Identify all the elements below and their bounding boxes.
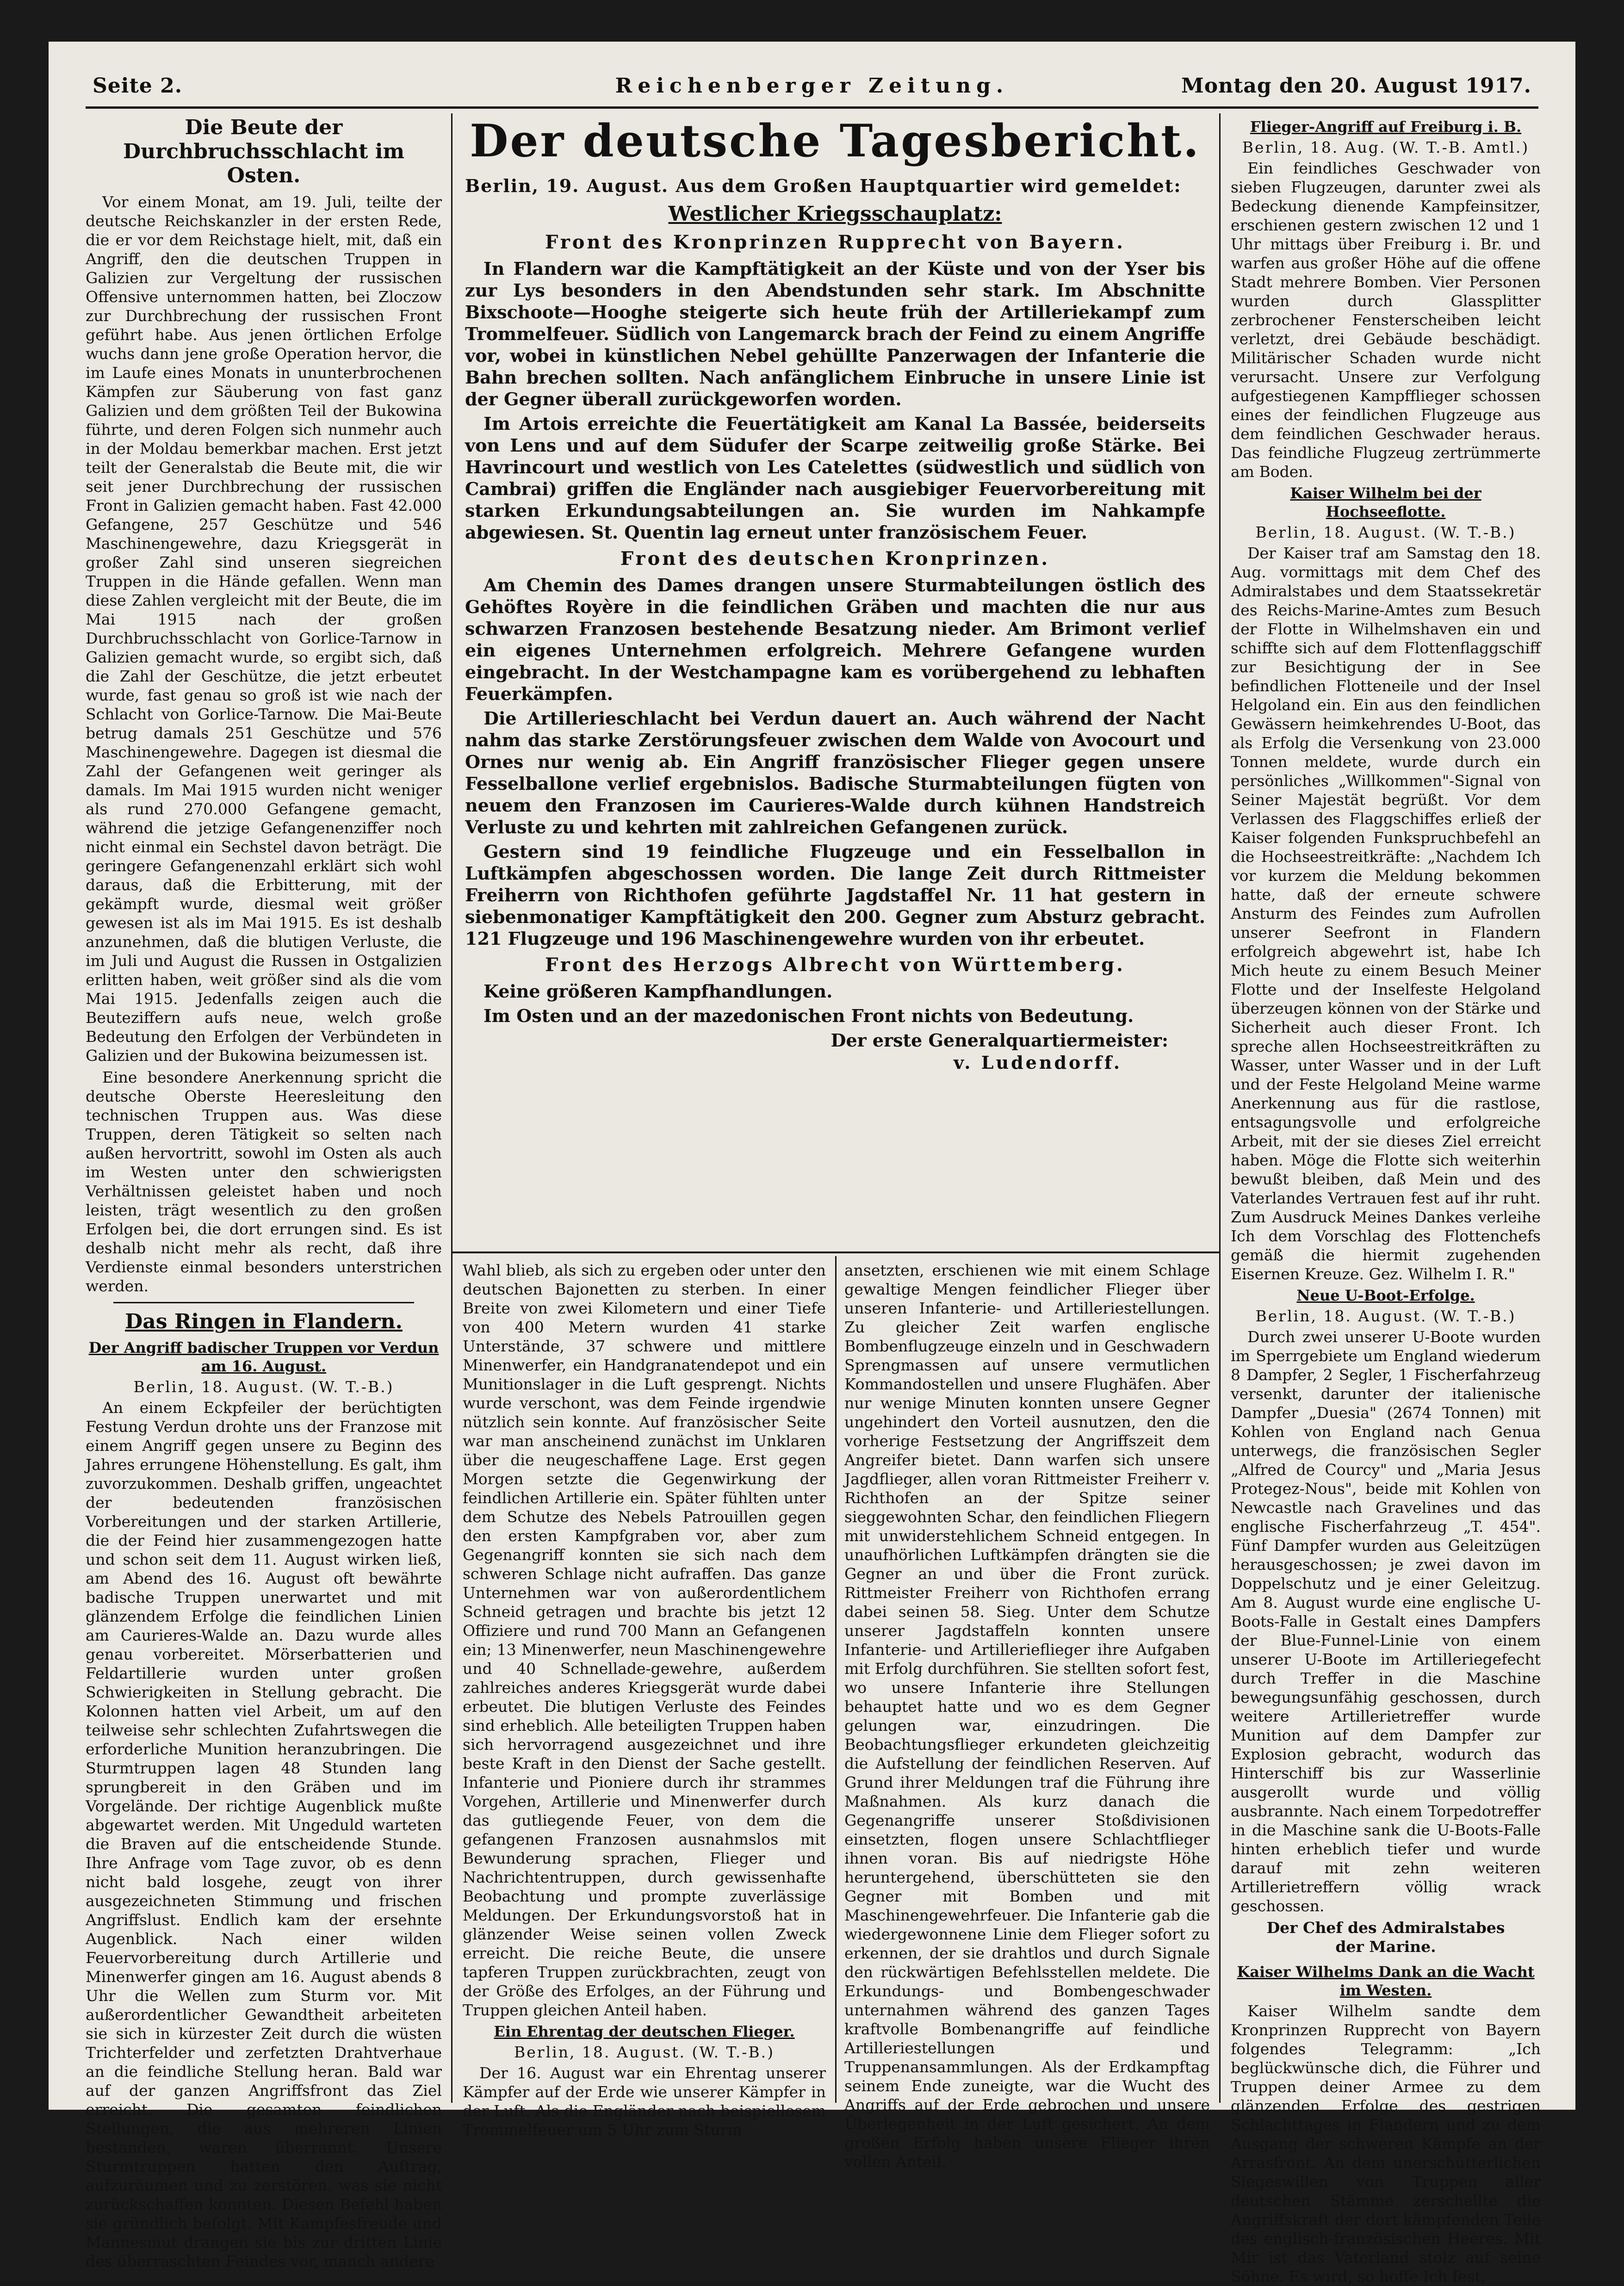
page-number: Seite 2. (93, 74, 183, 98)
dateline: Berlin, 18. August. (W. T.-B.) (1255, 523, 1516, 541)
article-subtitle: Flieger-Angriff auf Freiburg i. B. (1250, 118, 1522, 136)
front-heading: Front des Kronprinzen Rupprecht von Bayern. (545, 231, 1125, 253)
article-paragraph: Wahl blieb, als sich zu ergeben oder unter den deutschen Bajonetten zu sterben. In einer Breite von zwei Kilometern und einer Tiefe von 400 Metern wurden 41 starke Unterstände, 37 schwere und mittlere Minenwerfer, ein Handgranatendepot und ein Munitionslager in die Luft gesprengt. Nichts wurde verschont, was dem Feinde irgendwie nützlich sein konnte. Auf französischer Seite war man anscheinend zunächst im Unklaren über die neugeschaffene Lage. Erst gegen Morgen setzte die Gegenwirkung der feindlichen Artillerie ein. Später fühlten unter dem Schutze des Nebels Patrouillen gegen den ersten Kampfgraben vor, aber zum Gegenangriff konnten sie sich nach dem schweren Schlage nicht aufraffen. Das ganze Unternehmen war von außerordentlichem Schneid getragen und brachte bis jetzt 12 Offiziere und rund 700 Mann an Gefangenen ein; 13 Minenwerfer, neun Maschinengewehre und 40 Schnellade-gewehre, außerdem zahlreiches anderes Kriegsgerät wurde dabei erbeutet. Die blutigen Verluste des Feindes sind erheblich. Alle beteiligten Truppen haben sich hervorragend ausgezeichnet und ihre beste Kraft in den Dienst der Sache gestellt. Infanterie und Pioniere durch ihr strammes Vorgehen, Artillerie und Minenwerfer durch das gutliegende Feuer, von dem die gefangenen Franzosen ausnahmslos mit Bewunderung sprachen, Flieger und Nachrichtentruppen, durch gewissenhafte Beobachtung und prompte zuverlässige Meldungen. Der Erkundungsvorstoß hat in glänzender Weise seinen vollen Zweck erreicht. Die reiche Beute, die unsere tapferen Truppen zurückbrachten, zeugt von der Größe des Erfolges, an der Führung und Truppen gleichen Anteil haben. (463, 1261, 826, 2019)
newspaper-page (49, 42, 1575, 2286)
main-headline: Der deutsche Tagesbericht. (470, 115, 1201, 167)
issue-date: Montag den 20. August 1917. (1181, 74, 1531, 98)
article-paragraph: Vor einem Monat, am 19. Juli, teilte der deutsche Reichskanzler in der ersten Rede, die er vor dem Reichstage hielt, mit, daß ein Angriff, den die deutschen Truppen in Galizien zur Vergeltung der russischen Offensive unternommen hatten, bei Zloczow zur Durchbrechung der russischen Front geführt habe. Aus jenen örtlichen Erfolge wuchs dann jene große Operation hervor, die im Laufe eines Monats in ununterbrochenen Kämpfen zur Säuberung von fast ganz Galizien und dem größten Teil der Bukowina führte, und deren Folgen sich nunmehr auch in der Moldau bemerkbar machen. Erst jetzt teilt der Generalstab die Beute mit, die wir seit jener Durchbrechung der russischen Front in Galizien gemacht haben. Fast 42.000 Gefangene, 257 Geschütze und 546 Maschinengewehre, dazu Kriegsgerät in großer Zahl sind unseren siegreichen Truppen in die Hände gefallen. Wenn man diese Zahlen vergleicht mit der Beute, die im Mai 1915 nach der großen Durchbruchsschlacht von Gorlice-Tarnow in Galizien gemacht wurde, so ergibt sich, daß die Zahl der Geschütze, die jetzt erbeutet wurde, fast genau so groß ist wie nach der Schlacht von Gorlice-Tarnow. Die Mai-Beute betrug damals 251 Geschütze und 576 Maschinengewehre. Dagegen ist diesmal die Zahl der Gefangenen weit geringer als damals. Im Mai 1915 wurden nicht weniger als rund 270.000 Gefangene gemacht, während die jetzige Gefangenenziffer noch nicht einmal ein Sechstel davon beträgt. Die geringere Gefangenenzahl erklärt sich wohl daraus, daß die Erbitterung, mit der gekämpft wurde, diesmal weit größer gewesen ist als im Mai 1915. Es ist deshalb anzunehmen, daß die blutigen Verluste, die im Juli und August die Russen in Ostgalizien erlitten haben, weit größer sind als die vom Mai 1915. Jedenfalls zeigen auch die Beuteziffern aufs neue, welch große Bedeutung den Erfolgen der Verbündeten in Galizien und der Bukowina beizumessen ist. (86, 193, 442, 1065)
section-heading: Westlicher Kriegsschauplatz: (668, 202, 1002, 226)
report-paragraph: Keine größeren Kampfhandlungen. (483, 981, 833, 1002)
dateline: Berlin, 18. August. (W. T.-B.) (133, 1378, 394, 1396)
article-subtitle: Neue U-Boot-Erfolge. (1296, 1287, 1475, 1304)
tagesbericht-bottom-rule (451, 1251, 1221, 1253)
right-column (1231, 116, 1541, 2286)
article-paragraph: Eine besondere Anerkennung spricht die deutsche Oberste Heeresleitung den technischen Truppen aus. Was diese Truppen, deren Tätigkeit so selten nach außen hervortritt, sowohl im Osten als auch im Westen unter den schwierigsten Verhältnissen geleistet haben und noch leisten, trägt wesentlich zu den großen Erfolgen bei, die dort errungen sind. Es ist deshalb nicht mehr als recht, daß ihre Verdienste einmal besonders unterstrichen werden. (86, 1068, 442, 1295)
article-title: Die Beute der Durchbruchsschlacht im Osten. (123, 116, 405, 187)
report-paragraph: Die Artillerieschlacht bei Verdun dauert an. Auch während der Nacht nahm das starke Zerstörungsfeuer zwischen dem Walde von Avocourt und Ornes nur wenig ab. Ein Angriff französischer Flieger gegen unsere Fesselballone verlief ergebnislos. Badische Sturmabteilungen fügten von neuem den Franzosen im Caurieres-Walde durch kühnen Handstreich Verluste zu und kehrten mit zahlreichen Gefangenen zurück. (465, 708, 1205, 837)
left-column (86, 116, 442, 2270)
report-paragraph: Gestern sind 19 feindliche Flugzeuge und ein Fesselballon in Luftkämpfen abgeschossen worden. Die lange Zeit durch Rittmeister Freiherrn von Richthofen geführte Jagdstaffel Nr. 11 hat gestern in siebenmonatiger Kampftätigkeit den 200. Gegner zum Absturz gebracht. 121 Flugzeuge und 196 Maschinengewehre wurden von ihr erbeutet. (465, 841, 1205, 949)
dateline: Berlin, 18. Aug. (W. T.-B. Amtl.) (1242, 138, 1530, 156)
article-paragraph: Ein feindliches Geschwader von sieben Flugzeugen, darunter zwei als Bedeckung dienende Kampfeinsitzer, erschienen gestern zwischen 12 und 1 Uhr mittags über Freiburg i. Br. und warfen aus großer Höhe auf die offene Stadt mehrere Bomben. Vier Personen wurden durch Glassplitter zerbrochener Fensterscheiben leicht verletzt, drei Gebäude beschädigt. Militärischer Schaden wurde nicht verursacht. Unsere zur Verfolgung aufgestiegenen Kampfflieger schossen eines der feindlichen Flugzeuge aus dem feindlichen Geschwader heraus. Das feindliche Flugzeug zertrümmerte am Boden. (1231, 159, 1541, 481)
article-paragraph: Durch zwei unserer U-Boote wurden im Sperrgebiete um England wiederum 8 Dampfer, 2 Segler, 1 Fischerfahrzeug versenkt, darunter der italienische Dampfer „Duesia" (2674 Tonnen) mit Kohlen von England nach Genua unterwegs, die französischen Segler „Alfred de Courcy" und „Maria Jesus Protegez-Nous", beide mit Kohlen von Newcastle nach Gravelines und das englische Fischerfahrzeug „T. 454". Fünf Dampfer wurden aus Geleitzügen herausgeschossen; je zwei davon im Doppelschutz und je einer Geleitzug. Am 8. August wurde eine englische U-Boots-Falle in Gestalt eines Dampfers der Blue-Funnel-Linie von einem unserer U-Boote im Artilleriegefecht durch Treffer in die Maschine bewegungsunfähig geschossen, durch weitere Artillerietreffer wurde Munition auf dem Dampfer zur Explosion gebracht, wodurch das Hinterschiff bis zur Wasserlinie ausgerollt wurde und völlig ausbrannte. Nach einem Torpedotreffer in die Maschine sank die U-Boots-Falle hinten erheblich tiefer und wurde darauf mit zehn weiteren Artillerietreffern völlig wrack geschossen. (1231, 1328, 1541, 1915)
article-subtitle: Ein Ehrentag der deutschen Flieger. (494, 2023, 795, 2040)
header-rule (86, 106, 1538, 109)
column-rule-2 (1219, 113, 1221, 2103)
article-title: Das Ringen in Flandern. (125, 1310, 403, 1333)
tagesbericht-block (465, 116, 1205, 1245)
lead-line: Berlin, 19. August. Aus dem Großen Hauptquartier wird gemeldet: (465, 175, 1182, 196)
article-paragraph: An einem Eckpfeiler der berüchtigten Festung Verdun drohte uns der Franzose mit einem Angriff gegen unsere zu Beginn des Jahres errungene Höhenstellung. Es galt, ihm zuvorzukommen. Deshalb griffen, ungeachtet der bedeutenden französischen Vorbereitungen und der starken Artillerie, die der Feind hier zusammengezogen hatte und schon seit dem 11. August wirken ließ, am Abend des 16. August oft bewährte badische Truppen unerwartet und mit glänzendem Erfolge die feindlichen Linien am Caurieres-Walde an. Dazu wurde alles genau vorbereitet. Mörserbatterien und Feldartillerie wurden unter großen Schwierigkeiten in Stellung gebracht. Die Kolonnen hatten viel Arbeit, um auf den teilweise sehr schlechten Zufahrtswegen die erforderliche Munition heranzubringen. Die Sturmtruppen lagen 48 Stunden lang sprungbereit in den Gräben und im Vorgelände. Der richtige Augenblick mußte abgewartet werden. Mit Ungeduld warteten die Braven auf die entscheidende Stunde. Ihre Anfrage vom Tage zuvor, ob es denn nicht bald losgehe, zeugt von ihrer ausgezeichneten Stimmung und frischen Angriffslust. Endlich kam der ersehnte Augenblick. Nach einer wilden Feuervorbereitung durch Artillerie und Minenwerfer gingen am 16. August abends 8 Uhr die Wellen zum Sturm vor. Mit außerordentlicher Gewandtheit arbeiteten sie sich in kürzester Zeit durch die wüsten Trichterfelder und zerfetzten Drahtverhaue an die feindliche Stellung heran. Bald war auf der ganzen Angriffsfront das Ziel erreicht. Die gesamten feindlichen Stellungen, die aus mehreren Linien bestanden, waren überrannt. Unsere Sturmtruppen hatten den Auftrag, aufzuräumen und zu zerstören, was sie nicht zurückschaffen konnten. Diesen Befehl haben sie gründlich befolgt. Mit Kampfesfreude und Mannesmut drangen sie bis zur dritten Linie des überraschten Feindes vor, manch andere (86, 1399, 442, 2270)
signature-name: v. Ludendorff. (954, 1052, 1122, 1073)
report-paragraph: Im Artois erreichte die Feuertätigkeit am Kanal La Bassée, beiderseits von Lens und auf dem Südufer der Scarpe zeitweilig große Stärke. Bei Havrincourt und westlich von Les Catelettes (südwestlich und südlich von Cambrai) griffen die Engländer nach ausgiebiger Feuervorbereitung mit starken Erkundungsabteilungen an. Sie wurden im Nahkampfe abgewiesen. St. Quentin lag erneut unter französischem Feuer. (465, 413, 1205, 543)
newspaper-name: Reichenberger Zeitung. (615, 74, 1009, 98)
column-rule-3 (835, 1256, 837, 2103)
article-paragraph: Kaiser Wilhelm sandte dem Kronprinzen Rupprecht von Bayern folgendes Telegramm: „Ich beglückwünsche dich, die Führer und Truppen deiner Armee zu dem glänzenden Erfolge des gestrigen Schlachttages in Flandern und zu dem Ausgang der schweren Kämpfe an der Arrasfront. An dem unerschütterlichen Siegeswillen von Truppen aller deutschen Stämme zerschellte die Angriffskraft der dort kämpfenden Teile des englisch-französischen Heeres. Mit Mir ist das Vaterland stolz auf seine Söhne. Es wird, so hoffe Ich fest, (1231, 2002, 1541, 2286)
report-paragraph: Im Osten und an der mazedonischen Front nichts von Bedeutung. (483, 1005, 1134, 1026)
signature-title: der Marine. (1335, 1938, 1436, 1956)
article-paragraph: Der 16. August war ein Ehrentag unserer Kämpfer auf der Erde wie unserer Kämpfer in der Luft. Als die Engländer nach beispiellosem Trommelfeuer um 5 Uhr zum Sturm (463, 2064, 826, 2139)
report-paragraph: In Flandern war die Kampftätigkeit an der Küste und von der Yser bis zur Lys besonders in den Abendstunden sehr stark. Im Abschnitte Bixschoote—Hooghe steigerte sich heute früh der Artilleriekampf zum Trommelfeuer. Südlich von Langemarck brach der Feind zu einem Angriffe vor, wobei in künstlichen Nebel gehüllte Panzerwagen der Infanterie die Bahn brechen sollten. Nach anfänglichem Einbruche in unsere Linie ist der Gegner überall zurückgeworfen worden. (465, 258, 1205, 409)
article-paragraph: Der Kaiser traf am Samstag den 18. Aug. vormittags mit dem Chef des Admiralstabes und dem Staatssekretär des Reichs-Marine-Amtes zum Besuch der Flotte in Wilhelmshaven ein und schiffte sich auf dem Flottenflaggschiff zur Besichtigung der in See befindlichen Flotteneile und der Insel Helgoland ein. Ein aus den feindlichen Gewässern heimkehrendes U-Boot, das als Erfolg die Versenkung von 23.000 Tonnen meldete, wurde durch ein persönliches „Willkommen"-Signal von Seiner Majestät begrüßt. Vor dem Verlassen des Flaggschiffes erließ der Kaiser folgenden Funkspruchbefehl an die Hochseestreitkräfte: „Nachdem Ich vor kurzem die Meldung bekommen hatte, daß der erneute schwere Ansturm des Feindes zum Aufrollen unserer Seefront in Flandern erfolgreich abgewehrt ist, habe Ich Mich heute zu einem Besuch Meiner Flotte und der Inselfeste Helgoland überzeugen können von der Stärke und Sicherheit auch dieser Front. Ich spreche allen Hochseestreitkräften zu Wasser, unter Wasser und in der Luft und der Feste Helgoland Meine warme Anerkennung aus für die rastlose, entsagungsvolle und erfolgreiche Arbeit, mit der sie dieses Ziel erreicht haben. Möge die Flotte sich weiterhin bewußt bleiben, daß Mein und des Vaterlandes Vertrauen fest auf ihr ruht. Zum Ausdruck Meines Dankes verleihe Ich dem Vorschlag des Flottenchefs gemäß die hiermit zugehenden Eisernen Kreuze. Gez. Wilhelm I. R." (1231, 544, 1541, 1283)
report-paragraph: Am Chemin des Dames drangen unsere Sturmabteilungen östlich des Gehöftes Royère in die feindlichen Gräben und machten die nur aus schwarzen Franzosen bestehende Besatzung nieder. Am Brimont verlief ein eigenes Unternehmen erfolgreich. Mehrere Gefangene wurden eingebracht. In der Westchampagne kam es vorübergehend zu lebhaften Feuerkämpfen. (465, 575, 1205, 704)
front-heading: Front des deutschen Kronprinzen. (620, 548, 1050, 570)
middle-lower-column-b (844, 1261, 1210, 2171)
page-header (93, 74, 1531, 102)
middle-lower-column-a (463, 1261, 826, 2139)
article-subtitle: Der Angriff badischer Truppen vor Verdun am 16. August. (88, 1339, 439, 1375)
signature-title: Der Chef des Admiralstabes (1266, 1919, 1505, 1937)
dateline: Berlin, 18. August. (W. T.-B.) (1255, 1307, 1516, 1325)
article-divider (113, 1299, 414, 1303)
front-heading: Front des Herzogs Albrecht von Württemberg. (545, 954, 1125, 976)
column-rule-1 (451, 113, 452, 2103)
article-subtitle: Kaiser Wilhelms Dank an die Wacht im Westen. (1237, 1963, 1535, 1999)
dateline: Berlin, 18. August. (W. T.-B.) (514, 2043, 775, 2061)
article-subtitle: Kaiser Wilhelm bei der Hochseeflotte. (1290, 484, 1481, 520)
article-paragraph: ansetzten, erschienen wie mit einem Schlage gewaltige Mengen feindlicher Flieger über unseren Infanterie- und Artilleriestellungen. Zu gleicher Zeit warfen englische Bombenflugzeuge einzeln und in Geschwadern Sprengmassen auf unsere vermutlichen Kommandostellen und unsere Flughäfen. Aber nur wenige Minuten konnten unsere Gegner ungehindert den Vorteil ausnutzen, den die vorherige Festsetzung der Angriffszeit dem Angreifer bietet. Dann warfen sich unsere Jagdflieger, allen voran Rittmeister Freiherr v. Richthofen an der Spitze seiner sieggewohnten Schar, den feindlichen Fliegern mit unwiderstehlichem Schneid entgegen. In unaufhörlichen Luftkämpfen drängten sie die Gegner an und über die Front zurück. Rittmeister Freiherr von Richthofen errang dabei seinen 58. Sieg. Unter dem Schutze unserer Jagdstaffeln konnten unsere Infanterie- und Artillerieflieger ihre Aufgaben mit Erfolg durchführen. Sie stellten sofort fest, wo unsere Infanterie ihre Stellungen behauptet hatte und wo es dem Gegner gelungen war, einzudringen. Die Beobachtungsflieger erkundeten gleichzeitig die Aufstellung der feindlichen Reserven. Auf Grund ihrer Meldungen traf die Führung ihre Maßnahmen. Als kurz danach die Gegenangriffe unserer Stoßdivisionen einsetzten, flogen unsere Schlachtflieger ihnen voran. Bis auf niedrigste Höhe heruntergehend, überschütteten sie den Gegner mit Bomben und mit Maschinengewehrfeuer. Die Infanterie gab die wiedergewonnene Linie dem Flieger sofort zu erkennen, der sie drahtlos und durch Signale den rückwärtigen Befehlsstellen meldete. Die Erkundungs- und Bombengeschwader unternahmen während des ganzen Tages kraftvolle Bombenangriffe auf feindliche Artilleriestellungen und Truppenansammlungen. Als der Erdkampftag seinem Ende zuneigte, war die Wucht des Angriffs auf der Erde gebrochen und unsere Überlegenheit in der Luft gesichert. An dem großen Erfolg haben unsere Flieger ihren vollen Anteil. (844, 1261, 1210, 2171)
signature-title: Der erste Generalquartiermeister: (831, 1030, 1168, 1051)
